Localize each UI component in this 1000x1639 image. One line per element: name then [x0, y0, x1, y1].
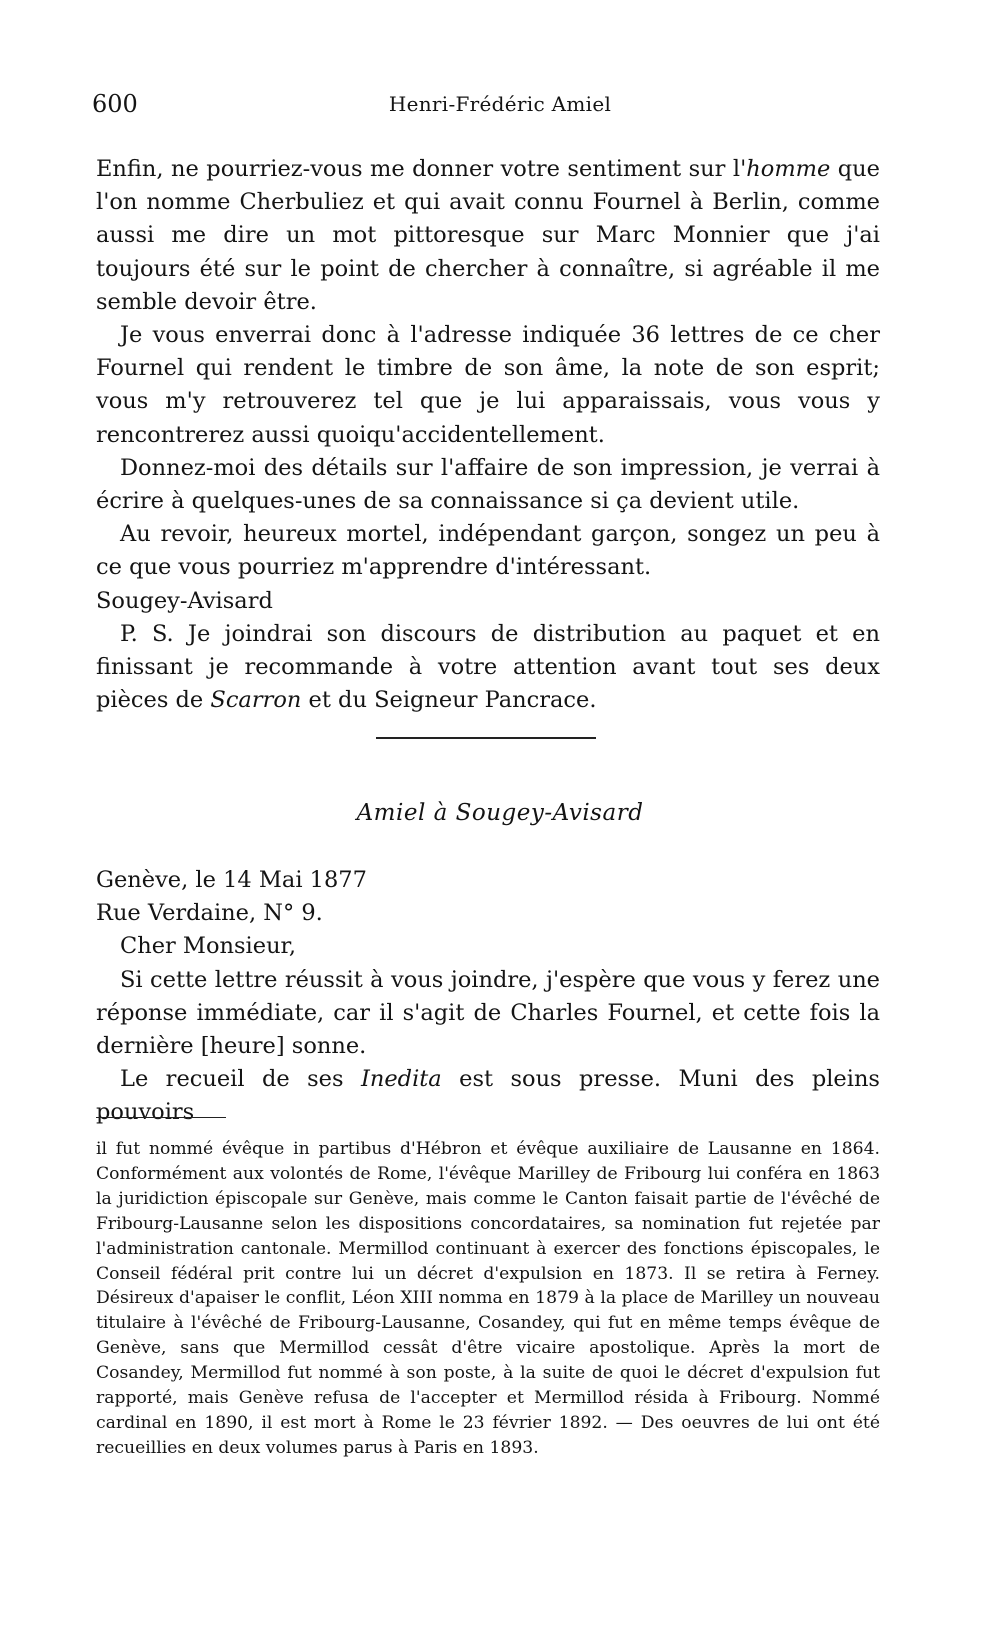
letter-heading: Amiel à Sougey-Avisard	[356, 800, 644, 826]
footnote-rule	[96, 1117, 226, 1118]
paragraph: Enfin, ne pourriez-vous me donner votre sentiment sur l'homme que l'on nomme Cherbuliez et qui avait connu Fournel à Berlin, comme aussi me dire un mot pittoresque sur Marc Monnier que j'ai toujours été sur le point de chercher à connaître, si agréable il me semble devoir être.	[96, 156, 880, 315]
paragraph: Au revoir, heureux mortel, indépendant garçon, songez un peu à ce que vous pourriez m'apprendre d'intéressant.	[96, 521, 880, 581]
signature: Sougey-Avisard	[96, 587, 273, 614]
page-number: 600	[92, 90, 138, 118]
address-line: Rue Verdaine, N° 9.	[96, 900, 323, 927]
running-title: Henri-Frédéric Amiel	[388, 92, 612, 116]
letter-sougey-avisard	[96, 153, 880, 717]
paragraph: Donnez-moi des détails sur l'affaire de son impression, je verrai à écrire à quelques-unes de sa connaissance si ça devient utile.	[96, 454, 880, 515]
section-divider	[376, 737, 596, 739]
salutation: Cher Monsieur,	[120, 933, 296, 960]
paragraph: Je vous enverrai donc à l'adresse indiquée 36 lettres de ce cher Fournel qui rendent le timbre de son âme, la note de son esprit; vous m'y retrouverez tel que je lui apparaissais, vous vous y rencontrerez aussi quoiqu'accidentellement.	[96, 322, 880, 448]
paragraph: Le recueil de ses Inedita est sous presse. Muni des pleins pouvoirs	[96, 1066, 880, 1126]
postscript: P. S. Je joindrai son discours de distribution au paquet et en finissant je recommande à votre attention avant tout ses deux pièces de Scarron et du Seigneur Pancrace.	[96, 620, 880, 714]
letter-amiel	[96, 864, 880, 1130]
dateline: Genève, le 14 Mai 1877	[96, 867, 367, 893]
footnote: il fut nommé évêque in partibus d'Hébron et évêque auxiliaire de Lausanne en 1864. Conformément aux volontés de Rome, l'évêque Marilley de Fribourg lui conféra en 1863 la juridiction épiscopale sur Genève, mais comme le Canton faisait partie de l'évêché de Fribourg-Lausanne selon les dispositions concordataires, sa nomination fut rejetée par l'administration cantonale. Mermillod continuant à exercer des fonctions épiscopales, le Conseil fédéral prit contre lui un décret d'expulsion en 1873. Il se retira à Ferney. Désireux d'apaiser le conflit, Léon XIII nomma en 1879 à la place de Marilley un nouveau titulaire à l'évêché de Fribourg-Lausanne, Cosandey, qui fut en même temps évêque de Genève, sans que Mermillod cessât d'être vicaire apostolique. Après la mort de Cosandey, Mermillod fut nommé à son poste, à la suite de quoi le décret d'expulsion fut rapporté, mais Genève refusa de l'accepter et Mermillod résida à Fribourg. Nommé cardinal en 1890, il est mort à Rome le 23 février 1892. — Des oeuvres de lui ont été recueillies en deux volumes parus à Paris en 1893.	[96, 1139, 880, 1458]
paragraph: Si cette lettre réussit à vous joindre, j'espère que vous y ferez une réponse immédiate, car il s'agit de Charles Fournel, et cette fois la dernière [heure] sonne.	[96, 966, 880, 1060]
